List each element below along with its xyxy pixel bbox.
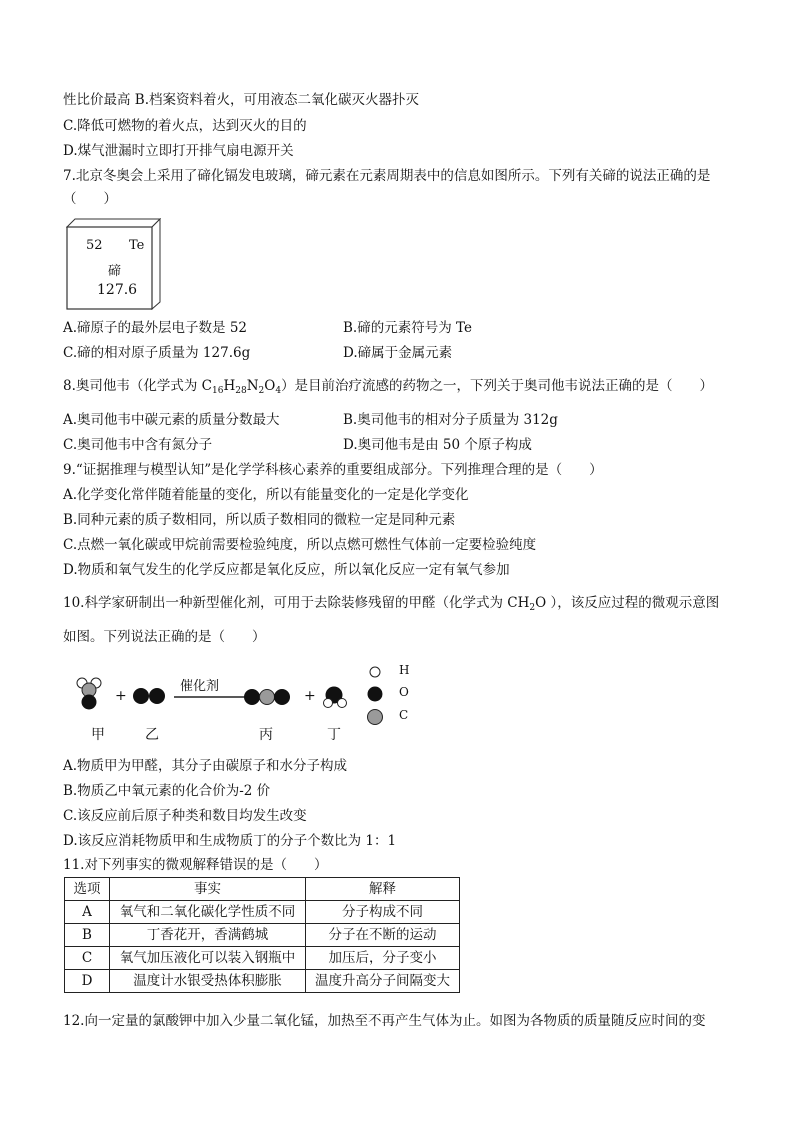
- table-cell: 分子构成不同: [306, 901, 460, 924]
- legend-h-label: H: [399, 663, 410, 677]
- q8-n: N: [246, 378, 259, 394]
- label-ding: 丁: [327, 727, 341, 743]
- header-fact: 事实: [110, 878, 306, 901]
- table-row: [65, 924, 460, 947]
- legend-atoms: [368, 667, 383, 725]
- table-row: [65, 947, 460, 970]
- table-cell: 温度计水银受热体积膨胀: [110, 970, 306, 993]
- table-cell: 分子在不断的运动: [306, 924, 460, 947]
- q10-sub-h: 2: [529, 603, 536, 613]
- question-7-option-c: C.碲的相对原子质量为 127.6g: [63, 345, 251, 361]
- table-cell: 温度升高分子间隔变大: [306, 970, 460, 993]
- q8-stem-pre: 8.奥司他韦（化学式为 C: [63, 378, 213, 394]
- table-cell: D: [65, 970, 110, 993]
- q10-stem-pre: 10.科学家研制出一种新型催化剂，可用于去除装修残留的甲醛（化学式为 CH: [63, 595, 530, 611]
- plus-sign-2: +: [304, 688, 316, 704]
- question-6-option-d: D.煤气泄漏时立即打开排气扇电源开关: [63, 143, 294, 159]
- table-cell: 氧气加压液化可以装入钢瓶中: [110, 947, 306, 970]
- reaction-diagram-art: [66, 660, 416, 750]
- question-9-stem: 9.“证据推理与模型认知”是化学学科核心素养的重要组成部分。下列推理合理的是（ ）: [63, 462, 603, 478]
- table-cell: A: [65, 901, 110, 924]
- q8-o: O: [264, 378, 276, 394]
- question-10-option-c: C.该反应前后原子种类和数目均发生改变: [63, 808, 307, 824]
- plus-sign-1: +: [115, 688, 127, 704]
- question-7-option-d: D.碲属于金属元素: [343, 345, 453, 361]
- q8-sub-h: 28: [235, 386, 247, 396]
- question-7-stem: 7.北京冬奥会上采用了碲化镉发电玻璃，碲元素在元素周期表中的信息如图所示。下列有关碲的说法正确的是: [63, 168, 711, 184]
- element-name: 碲: [108, 264, 122, 279]
- header-explanation: 解释: [306, 878, 460, 901]
- question-8-option-d: D.奥司他韦是由 50 个原子构成: [343, 437, 532, 453]
- question-9-option-c: C.点燃一氧化碳或甲烷前需要检验纯度，所以点燃可燃性气体前一定要检验纯度: [63, 537, 537, 553]
- q8-sub-o: 4: [275, 386, 282, 396]
- label-yi: 乙: [145, 727, 159, 743]
- q10-stem-post: O ），该反应过程的微观示意图: [535, 595, 720, 611]
- question-8-option-a: A.奥司他韦中碳元素的质量分数最大: [63, 412, 280, 428]
- question-7-paren: （ ）: [63, 191, 117, 207]
- q8-h: H: [223, 378, 236, 394]
- legend-o-label: O: [399, 685, 409, 699]
- q8-stem-post: ）是目前治疗流感的药物之一，下列关于奥司他韦说法正确的是（ ）: [281, 378, 714, 394]
- table-cell: 加压后，分子变小: [306, 947, 460, 970]
- label-jia: 甲: [91, 727, 105, 743]
- question-10-option-d: D.该反应消耗物质甲和生成物质丁的分子个数比为 1：1: [63, 833, 397, 849]
- atomic-number: 52: [86, 238, 103, 253]
- question-11-stem: 11.对下列事实的微观解释错误的是（ ）: [63, 857, 328, 873]
- question-9-option-b: B.同种元素的质子数相同，所以质子数相同的微粒一定是同种元素: [63, 512, 456, 528]
- question-6-option-c: C.降低可燃物的着火点，达到灭火的目的: [63, 118, 307, 134]
- q8-sub-c: 16: [212, 386, 224, 396]
- question-10-stem: [63, 593, 719, 618]
- table-cell: 氧气和二氧化碳化学性质不同: [110, 901, 306, 924]
- table-cell: B: [65, 924, 110, 947]
- table-cell: 丁香花开，香满鹤城: [110, 924, 306, 947]
- reaction-micro-diagram: [66, 660, 416, 750]
- question-8-option-b: B.奥司他韦的相对分子质量为 312g: [343, 412, 558, 428]
- atomic-mass: 127.6: [97, 282, 138, 298]
- molecule-yi: [133, 688, 165, 704]
- question-12-stem: 12.向一定量的氯酸钾中加入少量二氧化锰，加热至不再产生气体为止。如图为各物质的质量随反应时间的变: [63, 1013, 706, 1029]
- question-8-option-c: C.奥司他韦中含有氮分子: [63, 437, 213, 453]
- question-10-option-a: A.物质甲为甲醛，其分子由碳原子和水分子构成: [63, 758, 348, 774]
- question-6-option-b-text: 性比价最高 B.档案资料着火，可用液态二氧化碳灭火器扑灭: [63, 92, 420, 108]
- molecule-ding: [324, 687, 347, 708]
- periodic-table-cell: [66, 218, 161, 310]
- table-cell: C: [65, 947, 110, 970]
- question-7-option-b: B.碲的元素符号为 Te: [343, 320, 472, 336]
- catalyst-label: 催化剂: [180, 679, 220, 694]
- question-10-stem-line2: 如图。下列说法正确的是（ ）: [63, 629, 266, 645]
- explanation-table: [64, 877, 460, 993]
- element-symbol: Te: [129, 238, 145, 253]
- question-7-option-a: A.碲原子的最外层电子数是 52: [63, 320, 248, 336]
- q8-sub-n: 2: [258, 386, 265, 396]
- question-9-option-d: D.物质和氧气发生的化学反应都是氧化反应，所以氧化反应一定有氧气参加: [63, 562, 510, 578]
- molecule-bing: [244, 689, 290, 705]
- header-option: 选项: [65, 878, 110, 901]
- table-header-row: [65, 878, 460, 901]
- label-bing: 丙: [259, 727, 273, 743]
- question-9-option-a: A.化学变化常伴随着能量的变化，所以有能量变化的一定是化学变化: [63, 487, 469, 503]
- legend-c-label: C: [399, 708, 409, 722]
- table-row: [65, 901, 460, 924]
- question-8-stem: [63, 376, 713, 401]
- question-10-option-b: B.物质乙中氧元素的化合价为-2 价: [63, 783, 271, 799]
- molecule-jia: [77, 678, 101, 710]
- table-row: [65, 970, 460, 993]
- reaction-arrow: [174, 693, 254, 701]
